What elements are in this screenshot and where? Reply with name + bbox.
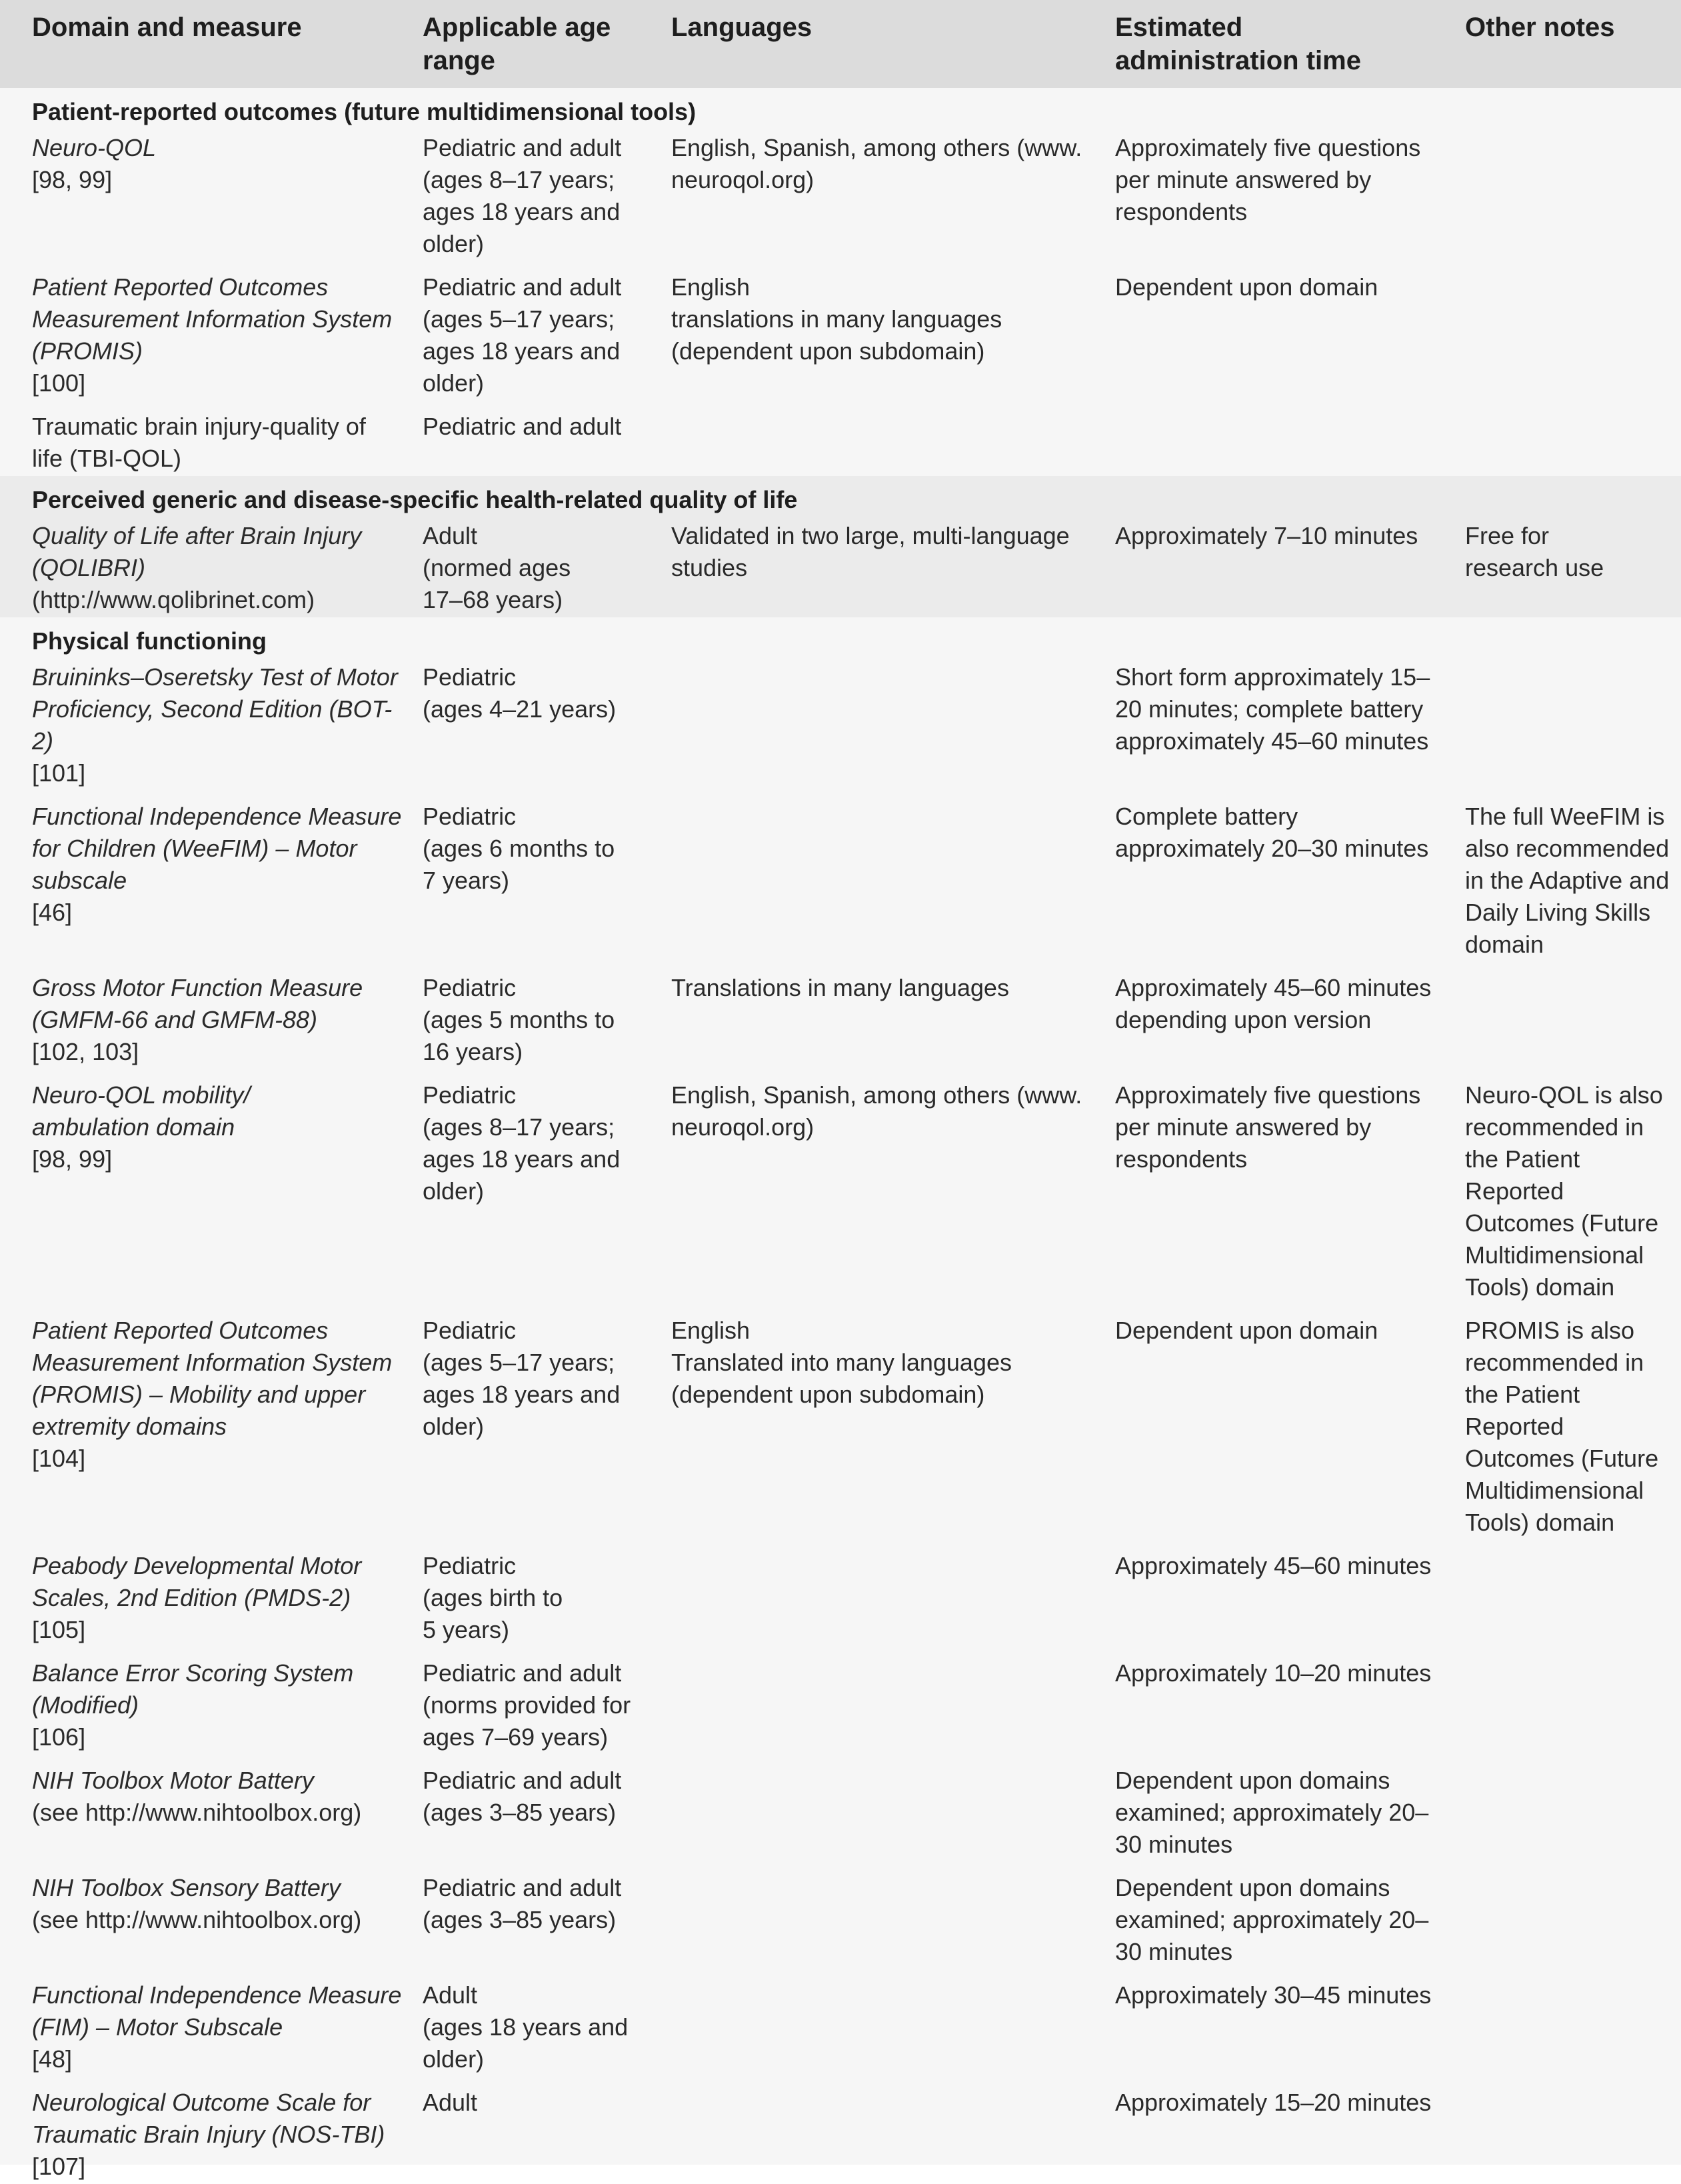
table-row	[0, 261, 1681, 401]
languages-cell	[671, 128, 1115, 261]
languages-cell	[671, 791, 1115, 962]
measure-cell	[0, 516, 423, 617]
age-range-line: (ages birth to	[423, 1584, 563, 1611]
admin-time-cell	[1115, 791, 1465, 962]
admin-time-cell	[1115, 261, 1465, 401]
measure-cell	[0, 2077, 423, 2184]
other-notes-line: Free for	[1465, 522, 1550, 549]
measure-name-line: for Children (WeeFIM) – Motor	[32, 835, 357, 862]
measure-name-line: (PROMIS) – Mobility and upper	[32, 1381, 366, 1408]
other-notes-line: PROMIS is also	[1465, 1317, 1635, 1344]
other-notes-cell	[1465, 1969, 1681, 2077]
age-range-line: Pediatric	[423, 1081, 517, 1109]
admin-time-line: approximately 20–30 minutes	[1115, 835, 1429, 862]
admin-time-line: approximately 45–60 minutes	[1115, 727, 1429, 755]
section-row	[0, 88, 1681, 128]
header-domain-measure: Domain and measure	[32, 13, 302, 42]
measure-name-line: NIH Toolbox Sensory Battery	[32, 1874, 341, 1901]
header-row	[0, 0, 1681, 88]
measure-name-line: Measurement Information System	[32, 1349, 393, 1376]
section-title: Perceived generic and disease-specific health-related quality of life	[32, 486, 798, 513]
age-range-line: (ages 8–17 years;	[423, 166, 615, 193]
age-range-line: older)	[423, 1177, 485, 1205]
languages-cell	[671, 657, 1115, 791]
languages-line: studies	[671, 554, 748, 581]
table-row	[0, 1647, 1681, 1755]
age-range-line: Adult	[423, 522, 478, 549]
measure-reference: (see http://www.nihtoolbox.org)	[32, 1799, 362, 1826]
other-notes-cell	[1465, 1069, 1681, 1305]
admin-time-line: Complete battery	[1115, 803, 1298, 830]
other-notes-line: the Patient Reported	[1465, 1145, 1580, 1205]
admin-time-line: Dependent upon domain	[1115, 1317, 1378, 1344]
table-row	[0, 657, 1681, 791]
measure-name-line: (PROMIS)	[32, 337, 143, 365]
admin-time-line: Approximately 45–60 minutes	[1115, 1552, 1432, 1579]
age-range-line: Pediatric	[423, 803, 517, 830]
measure-name-line: Balance Error Scoring System	[32, 1659, 354, 1687]
measure-cell	[0, 657, 423, 791]
languages-line: translations in many languages	[671, 305, 1002, 333]
admin-time-line: Approximately 45–60 minutes	[1115, 974, 1432, 1001]
admin-time-cell	[1115, 2077, 1465, 2184]
age-range-cell	[423, 1540, 671, 1647]
languages-line: (dependent upon subdomain)	[671, 1381, 985, 1408]
measure-cell	[0, 1305, 423, 1540]
age-range-line: Pediatric and adult	[423, 273, 622, 301]
other-notes-line: Multidimensional	[1465, 1477, 1644, 1504]
admin-time-cell	[1115, 128, 1465, 261]
other-notes-cell	[1465, 516, 1681, 617]
measure-name-line: Neuro-QOL mobility/	[32, 1081, 251, 1109]
age-range-cell	[423, 261, 671, 401]
measure-name-line: Scales, 2nd Edition (PMDS-2)	[32, 1584, 351, 1611]
measure-cell	[0, 1540, 423, 1647]
languages-line: Translated into many languages	[671, 1349, 1012, 1376]
age-range-line: (ages 6 months to	[423, 835, 615, 862]
age-range-line: (ages 5–17 years;	[423, 305, 615, 333]
other-notes-line: research use	[1465, 554, 1604, 581]
header-languages: Languages	[671, 13, 813, 42]
other-notes-line: domain	[1465, 931, 1544, 958]
age-range-line: 5 years)	[423, 1616, 510, 1643]
other-notes-cell	[1465, 1755, 1681, 1862]
languages-cell	[671, 1305, 1115, 1540]
age-range-line: Adult	[423, 2089, 478, 2116]
other-notes-cell	[1465, 1305, 1681, 1540]
languages-line: (dependent upon subdomain)	[671, 337, 985, 365]
age-range-line: older)	[423, 230, 485, 257]
measure-reference: (http://www.qolibrinet.com)	[32, 586, 315, 613]
measure-name-line: extremity domains	[32, 1413, 227, 1440]
admin-time-line: 20 minutes; complete battery	[1115, 695, 1424, 723]
age-range-line: 17–68 years)	[423, 586, 563, 613]
age-range-line: Pediatric and adult	[423, 413, 622, 440]
age-range-line: (normed ages	[423, 554, 571, 581]
measure-name-line: Bruininks–Oseretsky Test of Motor	[32, 663, 398, 691]
other-notes-cell	[1465, 657, 1681, 791]
age-range-line: older)	[423, 1413, 485, 1440]
languages-line: Validated in two large, multi-language	[671, 522, 1070, 549]
age-range-line: older)	[423, 2045, 485, 2073]
admin-time-line: Dependent upon domain	[1115, 273, 1378, 301]
age-range-cell	[423, 1305, 671, 1540]
table-body	[0, 88, 1681, 2184]
other-notes-line: in the Adaptive and	[1465, 867, 1670, 894]
age-range-cell	[423, 516, 671, 617]
admin-time-cell	[1115, 1305, 1465, 1540]
table-row	[0, 2077, 1681, 2184]
age-range-line: (ages 8–17 years;	[423, 1113, 615, 1141]
age-range-line: 7 years)	[423, 867, 510, 894]
other-notes-line: Outcomes (Future	[1465, 1209, 1659, 1237]
languages-cell	[671, 1069, 1115, 1305]
age-range-cell	[423, 401, 671, 476]
other-notes-line: the Patient Reported	[1465, 1381, 1580, 1440]
measure-name-line: NIH Toolbox Motor Battery	[32, 1767, 314, 1794]
age-range-cell	[423, 962, 671, 1069]
measure-reference: [100]	[32, 369, 86, 397]
measure-cell	[0, 791, 423, 962]
measure-name-line: (FIM) – Motor Subscale	[32, 2013, 283, 2041]
other-notes-line: Multidimensional	[1465, 1241, 1644, 1269]
languages-cell	[671, 1969, 1115, 2077]
measure-name-line: Patient Reported Outcomes	[32, 273, 329, 301]
measure-reference: [98, 99]	[32, 166, 113, 193]
age-range-line: (ages 5–17 years;	[423, 1349, 615, 1376]
measure-cell	[0, 962, 423, 1069]
admin-time-line: depending upon version	[1115, 1006, 1372, 1033]
age-range-line: ages 18 years and	[423, 1381, 621, 1408]
admin-time-line: respondents	[1115, 1145, 1248, 1173]
measure-name-line: Measurement Information System	[32, 305, 393, 333]
measure-name-line: life (TBI-QOL)	[32, 445, 182, 472]
admin-time-line: per minute answered by	[1115, 1113, 1372, 1141]
measure-reference: [102, 103]	[32, 1038, 139, 1065]
measure-reference: (see http://www.nihtoolbox.org)	[32, 1906, 362, 1933]
languages-cell	[671, 1540, 1115, 1647]
admin-time-cell	[1115, 401, 1465, 476]
languages-line: English	[671, 1317, 751, 1344]
table-row	[0, 962, 1681, 1069]
measure-reference: [48]	[32, 2045, 73, 2073]
languages-line: neuroqol.org)	[671, 166, 815, 193]
languages-cell	[671, 261, 1115, 401]
measure-cell	[0, 1969, 423, 2077]
measure-reference: [106]	[32, 1723, 86, 1751]
age-range-line: Pediatric	[423, 663, 517, 691]
admin-time-line: per minute answered by	[1115, 166, 1372, 193]
measure-reference: [107]	[32, 2153, 86, 2180]
age-range-line: (norms provided for	[423, 1691, 631, 1719]
measure-name-line: Functional Independence Measure	[32, 1981, 402, 2009]
age-range-line: Pediatric	[423, 974, 517, 1001]
admin-time-cell	[1115, 1069, 1465, 1305]
admin-time-cell	[1115, 657, 1465, 791]
section-row	[0, 476, 1681, 516]
measure-reference: [101]	[32, 759, 86, 787]
admin-time-cell	[1115, 1862, 1465, 1969]
measure-name-line: ambulation domain	[32, 1113, 235, 1141]
measure-name-line: Traumatic Brain Injury (NOS-TBI)	[32, 2121, 385, 2148]
admin-time-line: 30 minutes	[1115, 1938, 1233, 1965]
other-notes-line: recommended in	[1465, 1113, 1644, 1141]
measure-cell	[0, 1069, 423, 1305]
age-range-line: Pediatric	[423, 1552, 517, 1579]
other-notes-line: Neuro-QOL is also	[1465, 1081, 1663, 1109]
admin-time-cell	[1115, 962, 1465, 1069]
languages-cell	[671, 516, 1115, 617]
other-notes-cell	[1465, 791, 1681, 962]
table-header	[0, 0, 1681, 88]
admin-time-line: Dependent upon domains	[1115, 1874, 1390, 1901]
age-range-line: Pediatric	[423, 1317, 517, 1344]
header-admin-time: Estimated administration time	[1115, 13, 1361, 75]
admin-time-line: examined; approximately 20–	[1115, 1799, 1429, 1826]
age-range-cell	[423, 1069, 671, 1305]
table-row	[0, 1862, 1681, 1969]
age-range-line: older)	[423, 369, 485, 397]
measure-cell	[0, 1647, 423, 1755]
age-range-cell	[423, 657, 671, 791]
table-row	[0, 1755, 1681, 1862]
admin-time-cell	[1115, 1755, 1465, 1862]
other-notes-cell	[1465, 128, 1681, 261]
age-range-cell	[423, 1647, 671, 1755]
measure-name-line: Quality of Life after Brain Injury	[32, 522, 362, 549]
measure-name-line: Patient Reported Outcomes	[32, 1317, 329, 1344]
measure-name-line: Peabody Developmental Motor	[32, 1552, 362, 1579]
age-range-line: (ages 3–85 years)	[423, 1799, 617, 1826]
other-notes-cell	[1465, 1647, 1681, 1755]
table-row	[0, 791, 1681, 962]
languages-cell	[671, 962, 1115, 1069]
measure-name-line: Neuro-QOL	[32, 134, 157, 161]
age-range-line: 16 years)	[423, 1038, 523, 1065]
measure-name-line: Proficiency, Second Edition (BOT-2)	[32, 695, 393, 755]
table-row	[0, 1540, 1681, 1647]
admin-time-line: Approximately 7–10 minutes	[1115, 522, 1418, 549]
other-notes-line: Daily Living Skills	[1465, 899, 1651, 926]
other-notes-cell	[1465, 1540, 1681, 1647]
admin-time-line: examined; approximately 20–	[1115, 1906, 1429, 1933]
other-notes-cell	[1465, 2077, 1681, 2184]
admin-time-line: respondents	[1115, 198, 1248, 225]
languages-line: neuroqol.org)	[671, 1113, 815, 1141]
age-range-line: (ages 4–21 years)	[423, 695, 617, 723]
measure-reference: [98, 99]	[32, 1145, 113, 1173]
languages-line: Translations in many languages	[671, 974, 1009, 1001]
admin-time-line: Approximately 10–20 minutes	[1115, 1659, 1432, 1687]
age-range-cell	[423, 1969, 671, 2077]
languages-cell	[671, 1755, 1115, 1862]
measure-cell	[0, 1862, 423, 1969]
header-other-notes: Other notes	[1465, 13, 1615, 42]
measure-cell	[0, 1755, 423, 1862]
age-range-line: (ages 3–85 years)	[423, 1906, 617, 1933]
languages-line: English, Spanish, among others (www.	[671, 1081, 1082, 1109]
languages-cell	[671, 1647, 1115, 1755]
table-row	[0, 128, 1681, 261]
age-range-line: ages 18 years and	[423, 337, 621, 365]
admin-time-line: Short form approximately 15–	[1115, 663, 1430, 691]
header-age-range: Applicable age range	[423, 13, 611, 75]
languages-line: English, Spanish, among others (www.	[671, 134, 1082, 161]
measure-name-line: Functional Independence Measure	[32, 803, 402, 830]
age-range-line: Pediatric and adult	[423, 1659, 622, 1687]
age-range-line: ages 18 years and	[423, 1145, 621, 1173]
table-row	[0, 1305, 1681, 1540]
table-row	[0, 1969, 1681, 2077]
age-range-cell	[423, 128, 671, 261]
admin-time-line: Dependent upon domains	[1115, 1767, 1390, 1794]
other-notes-line: Tools) domain	[1465, 1509, 1615, 1536]
age-range-line: ages 18 years and	[423, 198, 621, 225]
languages-cell	[671, 1862, 1115, 1969]
measure-reference: [46]	[32, 899, 73, 926]
other-notes-cell	[1465, 261, 1681, 401]
other-notes-cell	[1465, 962, 1681, 1069]
measure-cell	[0, 261, 423, 401]
age-range-cell	[423, 791, 671, 962]
other-notes-line: also recommended	[1465, 835, 1670, 862]
other-notes-line: Outcomes (Future	[1465, 1445, 1659, 1472]
section-title: Patient-reported outcomes (future multidimensional tools)	[32, 98, 697, 125]
age-range-cell	[423, 1755, 671, 1862]
measure-cell	[0, 401, 423, 476]
age-range-line: ages 7–69 years)	[423, 1723, 609, 1751]
languages-cell	[671, 401, 1115, 476]
other-notes-line: Tools) domain	[1465, 1273, 1615, 1301]
measure-reference: [105]	[32, 1616, 86, 1643]
admin-time-cell	[1115, 1969, 1465, 2077]
age-range-line: Adult	[423, 1981, 478, 2009]
other-notes-cell	[1465, 401, 1681, 476]
admin-time-cell	[1115, 516, 1465, 617]
other-notes-line: recommended in	[1465, 1349, 1644, 1376]
table-row	[0, 1069, 1681, 1305]
admin-time-cell	[1115, 1540, 1465, 1647]
measure-reference: [104]	[32, 1445, 86, 1472]
admin-time-line: Approximately 30–45 minutes	[1115, 1981, 1432, 2009]
measure-cell	[0, 128, 423, 261]
measure-name-line: Traumatic brain injury-quality of	[32, 413, 366, 440]
measure-name-line: (GMFM-66 and GMFM-88)	[32, 1006, 318, 1033]
age-range-line: (ages 5 months to	[423, 1006, 615, 1033]
admin-time-line: Approximately five questions	[1115, 1081, 1421, 1109]
measure-name-line: (Modified)	[32, 1691, 139, 1719]
age-range-line: Pediatric and adult	[423, 1874, 622, 1901]
admin-time-line: Approximately five questions	[1115, 134, 1421, 161]
other-notes-cell	[1465, 1862, 1681, 1969]
measure-name-line: Gross Motor Function Measure	[32, 974, 363, 1001]
age-range-line: Pediatric and adult	[423, 1767, 622, 1794]
table-row	[0, 401, 1681, 476]
languages-cell	[671, 2077, 1115, 2184]
measure-name-line: (QOLIBRI)	[32, 554, 146, 581]
age-range-cell	[423, 2077, 671, 2184]
admin-time-line: 30 minutes	[1115, 1831, 1233, 1858]
age-range-cell	[423, 1862, 671, 1969]
measure-name-line: subscale	[32, 867, 127, 894]
admin-time-line: Approximately 15–20 minutes	[1115, 2089, 1432, 2116]
age-range-line: Pediatric and adult	[423, 134, 622, 161]
other-notes-line: The full WeeFIM is	[1465, 803, 1665, 830]
languages-line: English	[671, 273, 751, 301]
admin-time-cell	[1115, 1647, 1465, 1755]
age-range-line: (ages 18 years and	[423, 2013, 629, 2041]
section-row	[0, 617, 1681, 657]
table-row	[0, 516, 1681, 617]
measure-name-line: Neurological Outcome Scale for	[32, 2089, 371, 2116]
section-title: Physical functioning	[32, 627, 267, 655]
